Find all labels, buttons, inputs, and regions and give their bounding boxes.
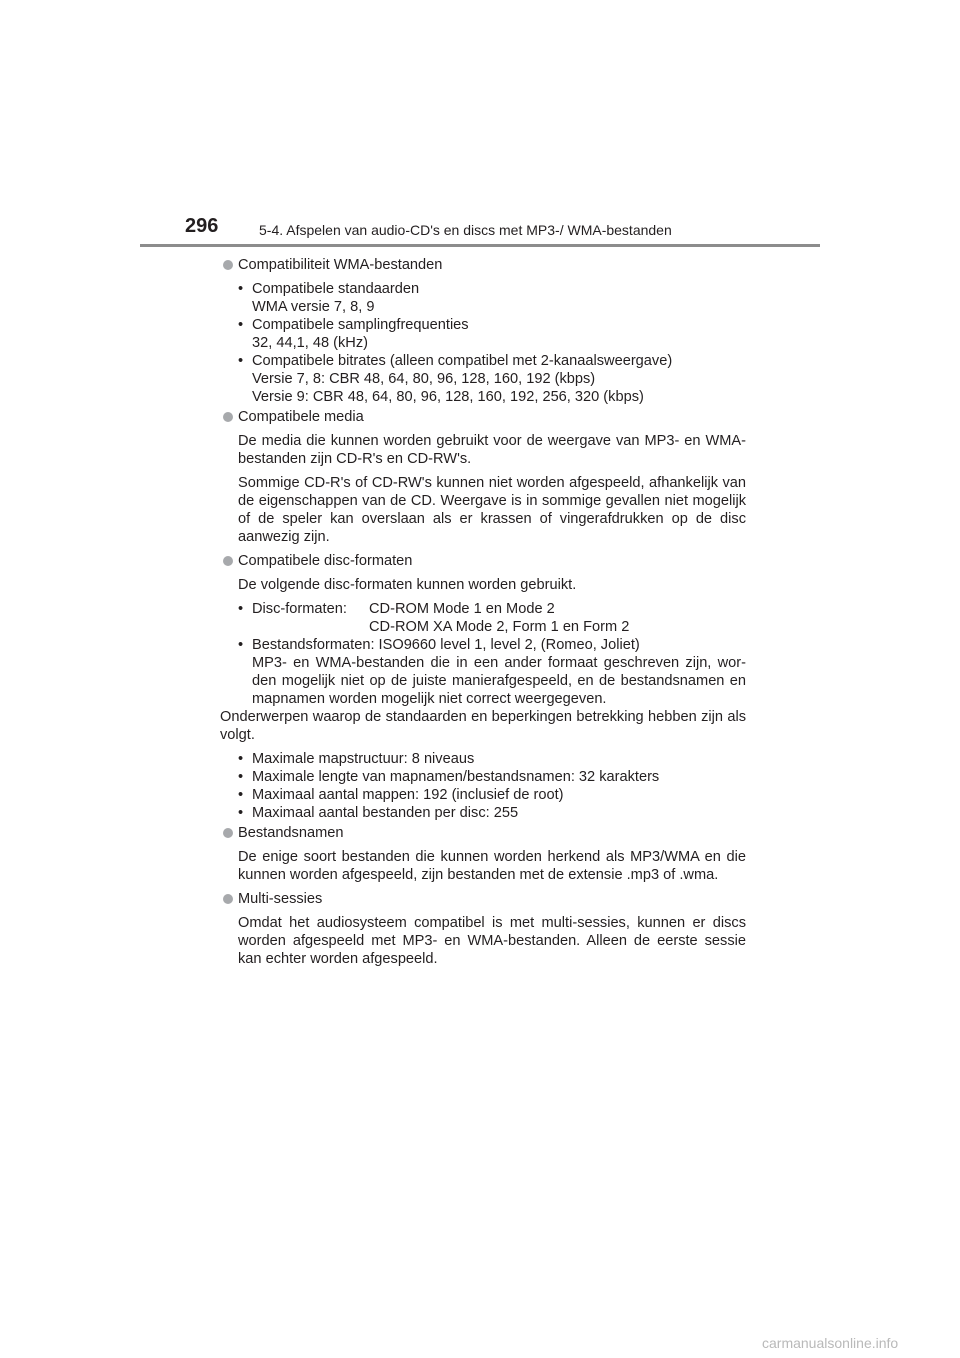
item-label: Maximale lengte van mapnamen/bestandsnamen: 32 karakters: [252, 769, 660, 785]
bullet-circle-icon: [223, 828, 233, 838]
list-bullet: •: [238, 787, 244, 803]
heading-text: Bestandsnamen: [238, 825, 344, 841]
list-item: [238, 804, 746, 822]
section-heading-disc-formats: [220, 552, 746, 570]
list-item: [238, 600, 746, 636]
item-value: CD-ROM Mode 1 en Mode 2: [369, 601, 555, 617]
list-bullet: •: [238, 281, 244, 297]
wma-spec-list: [220, 280, 746, 406]
section-heading-wma-compatibility: [220, 256, 746, 274]
heading-text: Compatibele disc-formaten: [238, 553, 413, 569]
paragraph: De volgende disc-formaten kunnen worden gebruikt.: [238, 577, 577, 593]
bullet-circle-icon: [223, 260, 233, 270]
section-heading-compatible-media: [220, 408, 746, 426]
header-divider: [140, 244, 820, 247]
item-label: Maximale mapstructuur: 8 niveaus: [252, 751, 475, 767]
list-item: [238, 786, 746, 804]
item-value: CD-ROM XA Mode 2, Form 1 en Form 2: [369, 619, 630, 635]
item-value: 32, 44,1, 48 (kHz): [252, 335, 368, 351]
list-item: [238, 352, 746, 406]
list-item: [238, 768, 746, 786]
list-bullet: •: [238, 769, 244, 785]
heading-text: Multi-sessies: [238, 891, 323, 907]
paragraph: De media die kunnen worden gebruikt voor de weergave van MP3- en WMA-bestanden zijn CD-R's en CD-RW's.: [238, 433, 746, 467]
bullet-circle-icon: [223, 412, 233, 422]
list-bullet: •: [238, 751, 244, 767]
page-number: 296: [185, 215, 219, 237]
list-item: [238, 750, 746, 768]
item-note: MP3- en WMA-bestanden die in een ander formaat geschreven zijn, wor-den mogelijk niet op de juiste manierafgespeeld, en de bestandsnamen en mapnamen worden mogelijk niet correct weergegeven.: [252, 655, 746, 707]
item-value: Versie 7, 8: CBR 48, 64, 80, 96, 128, 160, 192 (kbps): [252, 371, 596, 387]
section-heading-file-names: [220, 824, 746, 842]
bullet-circle-icon: [223, 894, 233, 904]
item-label: Bestandsformaten: ISO9660 level 1, level 2, (Romeo, Joliet): [252, 637, 640, 653]
section-heading-multi-session: [220, 890, 746, 908]
paragraph: Onderwerpen waarop de standaarden en beperkingen betrekking hebben zijn als volgt.: [220, 709, 746, 743]
paragraph: De enige soort bestanden die kunnen worden herkend als MP3/WMA en die kunnen worden afgespeeld, zijn bestanden met de extensie .mp3 of .wma.: [238, 849, 746, 883]
item-label: Compatibele standaarden: [252, 281, 420, 297]
list-bullet: •: [238, 601, 244, 617]
list-bullet: •: [238, 353, 244, 369]
page-content: [220, 254, 746, 968]
item-label: Compatibele bitrates (alleen compatibel met 2-kanaalsweergave): [252, 353, 673, 369]
item-label: Maximaal aantal bestanden per disc: 255: [252, 805, 519, 821]
bullet-circle-icon: [223, 556, 233, 566]
page-header: [185, 214, 820, 248]
heading-text: Compatibiliteit WMA-bestanden: [238, 257, 443, 273]
paragraph: Omdat het audiosysteem compatibel is met multi-sessies, kunnen er discs worden afgespeeld met MP3- en WMA-bestanden. Alleen de eerste sessie kan echter worden afgespeeld.: [238, 915, 746, 967]
item-label: Maximaal aantal mappen: 192 (inclusief de root): [252, 787, 564, 803]
watermark: carmanualsonline.info: [762, 1335, 899, 1351]
paragraph: Sommige CD-R's of CD-RW's kunnen niet worden afgespeeld, afhankelijk van de eigenschappen van de CD. Weergave is in sommige gevallen niet mogelijk of de speler kan overslaan als er krassen of vingerafdrukken op de disc aanwezig zijn.: [238, 475, 746, 545]
section-title: 5-4. Afspelen van audio-CD's en discs met MP3-/ WMA-bestanden: [259, 222, 672, 238]
item-label: Compatibele samplingfrequenties: [252, 317, 469, 333]
list-item: [238, 316, 746, 352]
disc-format-list: [238, 600, 746, 708]
list-item: [238, 636, 746, 708]
heading-text: Compatibele media: [238, 409, 364, 425]
limits-list: [220, 750, 746, 822]
item-value: WMA versie 7, 8, 9: [252, 299, 375, 315]
item-label: Disc-formaten:: [252, 601, 347, 617]
list-bullet: •: [238, 805, 244, 821]
list-bullet: •: [238, 317, 244, 333]
list-bullet: •: [238, 637, 244, 653]
list-item: [238, 280, 746, 316]
item-value: Versie 9: CBR 48, 64, 80, 96, 128, 160, 192, 256, 320 (kbps): [252, 389, 644, 405]
